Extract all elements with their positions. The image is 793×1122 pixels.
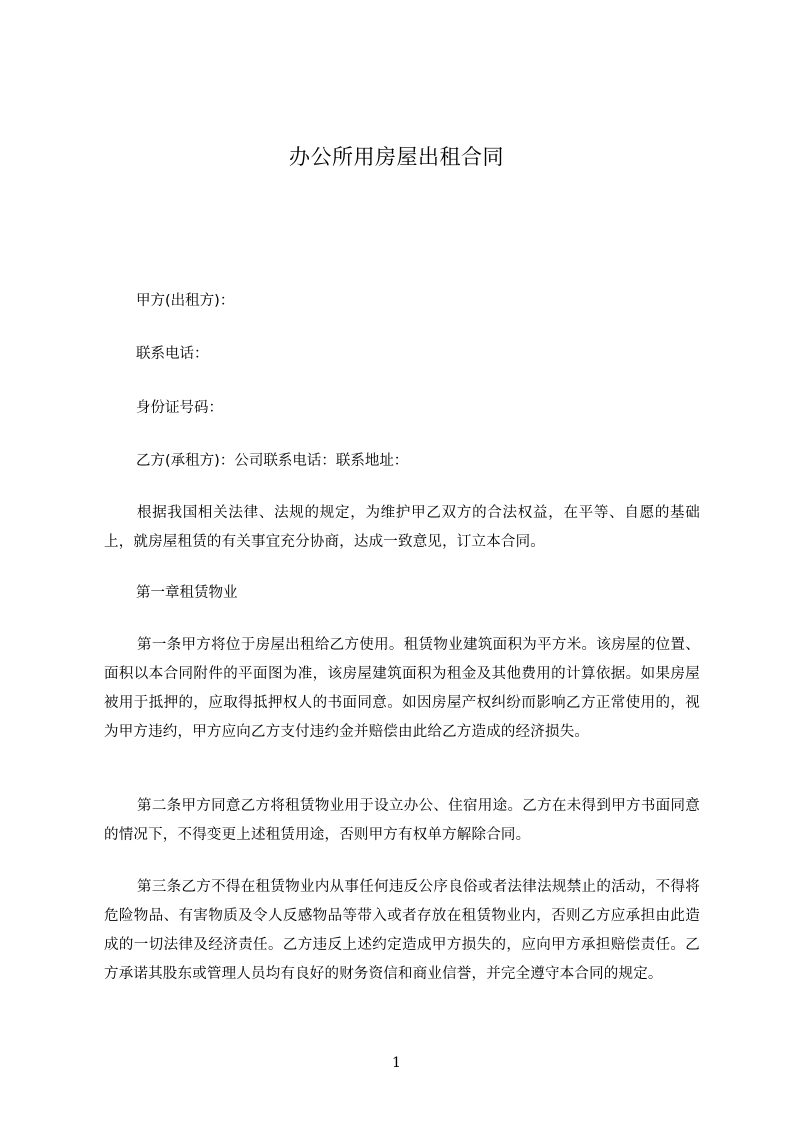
page-number: 1 [392,1055,401,1071]
article-2-paragraph: 第二条甲方同意乙方将租赁物业用于设立办公、住宿用途。乙方在未得到甲方书面同意的情况下，不得变更上述租赁用途，否则甲方有权单方解除合同。 [104,798,700,843]
article-1-paragraph: 第一条甲方将位于房屋出租给乙方使用。租赁物业建筑面积为平方米。该房屋的位置、面积以本合同附件的平面图为准，该房屋建筑面积为租金及其他费用的计算依据。如果房屋被用于抵押的，应取得抵押权人的书面同意。如因房屋产权纠纷而影响乙方正常使用的，视为甲方违约，甲方应向乙方支付违约金并赔偿由此给乙方造成的经济损失。 [104,637,700,740]
intro-paragraph: 根据我国相关法律、法规的规定，为维护甲乙双方的合法权益，在平等、自愿的基础上，就房屋租赁的有关事宜充分协商，达成一致意见，订立本合同。 [104,505,700,550]
chapter-heading: 第一章租赁物业 [136,585,238,601]
article-3-paragraph: 第三条乙方不得在租赁物业内从事任何违反公序良俗或者法律法规禁止的活动，不得将危险物品、有害物质及令人反感物品等带入或者存放在租赁物业内，否则乙方应承担由此造成的一切法律及经济责任。乙方违反上述约定造成甲方损失的，应向甲方承担赔偿责任。乙方承诺其股东或管理人员均有良好的财务资信和商业信誉，并完全遵守本合同的规定。 [104,879,700,982]
contact-phone-label: 联系电话： [136,346,209,362]
party-b-line: 乙方(承租方)：公司联系电话：联系地址： [136,453,409,469]
party-a-label: 甲方(出租方)： [136,293,235,309]
id-number-label: 身份证号码： [136,400,223,416]
document-title: 办公所用房屋出租合同 [289,145,504,169]
